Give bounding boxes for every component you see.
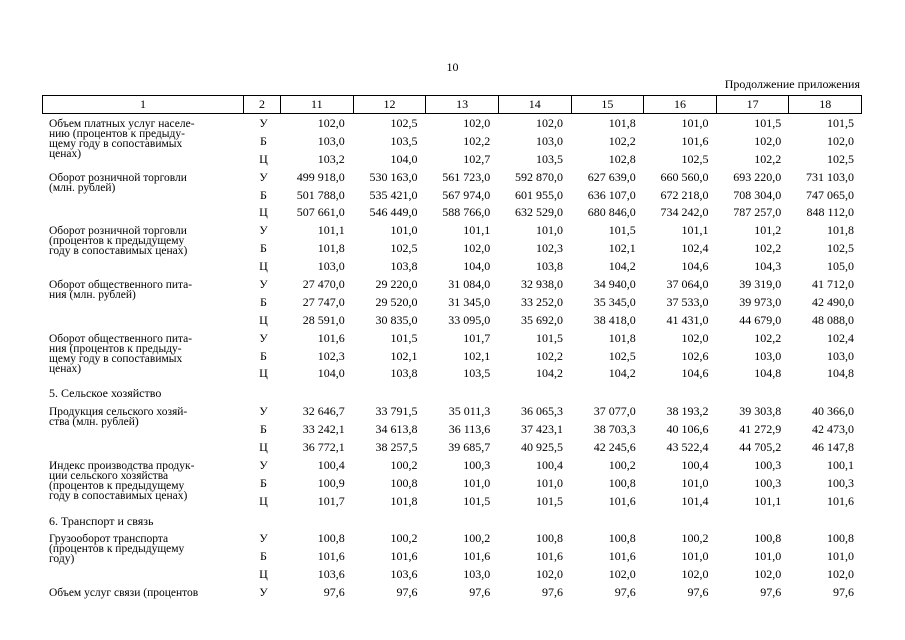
table-row	[42, 278, 862, 296]
continuation-title: Продолжение приложения	[724, 77, 860, 91]
value-cell: 37 423,1	[521, 422, 563, 437]
value-cell: 33 791,5	[375, 404, 418, 419]
value-cell: 41 272,9	[739, 422, 782, 437]
scenario-letter: Б	[260, 475, 267, 490]
value-cell: 592 870,0	[515, 169, 563, 184]
value-cell: 102,2	[608, 133, 636, 148]
value-cell: 104,2	[536, 366, 563, 381]
value-cell: 39 685,7	[448, 440, 491, 455]
value-cell: 660 560,0	[660, 169, 709, 184]
value-cell: 33 095,0	[448, 312, 491, 327]
value-cell: 40 106,6	[666, 422, 709, 437]
value-cell: 104,6	[681, 366, 709, 381]
value-cell: 101,5	[754, 116, 782, 130]
value-cell: 41 712,0	[812, 277, 854, 292]
value-cell: 97,6	[542, 585, 563, 600]
value-cell: 101,0	[536, 475, 563, 490]
indicator-label: Оборот розничной торговли (млн. рублей)	[49, 171, 187, 194]
value-cell: 102,1	[608, 241, 636, 256]
value-cell: 102,0	[681, 567, 709, 582]
value-cell: 101,8	[608, 330, 636, 345]
value-cell: 37 077,0	[593, 404, 636, 419]
value-cell: 101,8	[608, 116, 636, 130]
table-row	[42, 532, 862, 550]
value-cell: 546 449,0	[369, 205, 418, 220]
value-cell: 35 345,0	[593, 294, 636, 309]
page-number: 10	[446, 60, 459, 74]
value-cell: 101,5	[608, 223, 636, 238]
value-cell: 103,5	[463, 366, 491, 381]
value-cell: 561 723,0	[442, 169, 491, 184]
value-cell: 97,6	[833, 585, 854, 600]
value-cell: 39 303,8	[739, 404, 782, 419]
value-cell: 34 940,0	[593, 277, 636, 292]
value-cell: 101,6	[536, 549, 563, 564]
value-cell: 42 473,0	[812, 422, 854, 437]
value-cell: 100,8	[536, 531, 563, 546]
scenario-letter: У	[259, 404, 268, 419]
indicator-label: Объем услуг связи (процентов	[49, 587, 199, 600]
scenario-letter: У	[259, 169, 268, 184]
value-cell: 101,6	[390, 549, 418, 564]
value-cell: 100,8	[608, 531, 636, 546]
value-cell: 102,0	[536, 116, 563, 130]
column-header: 14	[498, 96, 571, 114]
table-row	[42, 332, 862, 350]
value-cell: 37 533,0	[666, 294, 709, 309]
value-cell: 27 747,0	[302, 294, 345, 309]
table-row	[42, 586, 862, 606]
value-cell: 35 692,0	[521, 312, 563, 327]
value-cell: 101,6	[317, 549, 345, 564]
value-cell: 100,2	[463, 531, 491, 546]
value-cell: 102,4	[681, 241, 709, 256]
scenario-letter: Ц	[259, 440, 268, 455]
value-cell: 103,5	[390, 133, 418, 148]
scenario-letter: Б	[260, 187, 267, 202]
column-header: 17	[716, 96, 789, 114]
value-cell: 44 705,2	[739, 440, 782, 455]
value-cell: 38 257,5	[375, 440, 418, 455]
scenario-letter: Б	[260, 348, 267, 363]
value-cell: 28 591,0	[302, 312, 345, 327]
value-cell: 100,4	[317, 457, 345, 472]
indicator-label: Грузооборот транспорта (процентов к предыдущему году)	[49, 533, 185, 566]
value-cell: 104,0	[390, 151, 418, 166]
value-cell: 100,3	[754, 457, 782, 472]
value-cell: 103,0	[317, 133, 345, 148]
value-cell: 36 772,1	[302, 440, 345, 455]
value-cell: 100,8	[827, 531, 854, 546]
value-cell: 37 064,0	[666, 277, 709, 292]
value-cell: 42 490,0	[812, 294, 854, 309]
value-cell: 747 065,0	[806, 187, 854, 202]
value-cell: 103,6	[390, 567, 418, 582]
value-cell: 31 345,0	[448, 294, 491, 309]
value-cell: 103,0	[536, 133, 563, 148]
scenario-letter: У	[259, 223, 268, 238]
indicator-label: Объем платных услуг населе- нию (процентов к предыду- щему году в сопоставимых ценах)	[49, 118, 195, 160]
value-cell: 102,2	[754, 330, 782, 345]
value-cell: 101,0	[827, 549, 854, 564]
indicator-label: Оборот общественного пита- ния (процентов к предыду- щему году в сопоставимых ценах)	[49, 332, 193, 375]
value-cell: 103,8	[536, 259, 563, 274]
value-cell: 27 470,0	[302, 277, 345, 292]
value-cell: 100,3	[463, 457, 491, 472]
scenario-letter: Ц	[259, 312, 268, 327]
value-cell: 100,2	[390, 457, 418, 472]
value-cell: 101,0	[754, 549, 782, 564]
value-cell: 101,5	[536, 493, 563, 508]
value-cell: 102,5	[827, 241, 854, 256]
value-cell: 102,0	[463, 116, 491, 130]
value-cell: 101,1	[317, 223, 345, 238]
scenario-letter: Ц	[259, 151, 268, 166]
value-cell: 101,1	[681, 223, 709, 238]
value-cell: 101,5	[536, 330, 563, 345]
value-cell: 103,5	[536, 151, 563, 166]
value-cell: 102,0	[608, 567, 636, 582]
indicator-label: Продукция сельского хозяй- ства (млн. рублей)	[49, 406, 188, 429]
section-heading-row	[42, 513, 862, 533]
value-cell: 101,0	[463, 475, 491, 490]
value-cell: 102,0	[754, 133, 782, 148]
value-cell: 43 522,4	[666, 440, 709, 455]
value-cell: 97,6	[396, 585, 418, 600]
value-cell: 708 304,0	[733, 187, 782, 202]
value-cell: 102,3	[536, 241, 563, 256]
value-cell: 101,5	[827, 116, 854, 130]
value-cell: 103,8	[390, 259, 418, 274]
value-cell: 33 242,1	[302, 422, 345, 437]
value-cell: 102,2	[754, 241, 782, 256]
value-cell: 33 252,0	[521, 294, 563, 309]
value-cell: 101,5	[463, 493, 491, 508]
value-cell: 103,8	[390, 366, 418, 381]
scenario-letter: Б	[260, 422, 267, 437]
value-cell: 102,0	[317, 116, 345, 130]
value-cell: 100,2	[608, 457, 636, 472]
value-cell: 42 245,6	[593, 440, 636, 455]
value-cell: 102,4	[827, 330, 854, 345]
value-cell: 101,0	[681, 475, 709, 490]
value-cell: 29 520,0	[375, 294, 418, 309]
value-cell: 104,2	[608, 366, 636, 381]
value-cell: 103,0	[754, 348, 782, 363]
value-cell: 102,0	[463, 241, 491, 256]
value-cell: 102,0	[681, 330, 709, 345]
table-row	[42, 171, 862, 189]
value-cell: 101,6	[463, 549, 491, 564]
scenario-letter: У	[259, 585, 268, 600]
value-cell: 627 639,0	[587, 169, 636, 184]
value-cell: 104,8	[754, 366, 782, 381]
value-cell: 48 088,0	[812, 312, 854, 327]
value-cell: 41 431,0	[666, 312, 709, 327]
value-cell: 104,0	[463, 259, 491, 274]
column-header: 13	[426, 96, 499, 114]
value-cell: 32 938,0	[521, 277, 563, 292]
value-cell: 102,5	[827, 151, 854, 166]
value-cell: 680 846,0	[587, 205, 636, 220]
column-header-table	[42, 95, 862, 114]
value-cell: 101,1	[754, 493, 782, 508]
value-cell: 38 703,3	[593, 422, 636, 437]
value-cell: 101,6	[681, 133, 709, 148]
value-cell: 103,0	[463, 567, 491, 582]
value-cell: 38 193,2	[666, 404, 709, 419]
value-cell: 97,6	[469, 585, 491, 600]
value-cell: 101,8	[827, 223, 854, 238]
value-cell: 102,1	[390, 348, 418, 363]
value-cell: 588 766,0	[442, 205, 491, 220]
value-cell: 29 220,0	[375, 277, 418, 292]
value-cell: 100,1	[827, 457, 854, 472]
value-cell: 102,0	[827, 567, 854, 582]
scenario-letter: Ц	[259, 259, 268, 274]
scenario-letter: Б	[260, 549, 267, 564]
value-cell: 102,5	[390, 116, 418, 130]
value-cell: 101,8	[390, 493, 418, 508]
value-cell: 101,4	[681, 493, 709, 508]
value-cell: 100,4	[536, 457, 563, 472]
value-cell: 102,5	[681, 151, 709, 166]
value-cell: 101,6	[827, 493, 854, 508]
scenario-letter: У	[259, 277, 268, 292]
value-cell: 102,0	[754, 567, 782, 582]
value-cell: 35 011,3	[448, 404, 491, 419]
value-cell: 104,0	[317, 366, 345, 381]
scenario-letter: У	[259, 457, 268, 472]
value-cell: 101,1	[463, 223, 491, 238]
value-cell: 103,6	[317, 567, 345, 582]
value-cell: 100,8	[754, 531, 782, 546]
value-cell: 102,2	[754, 151, 782, 166]
value-cell: 530 163,0	[369, 169, 418, 184]
value-cell: 97,6	[614, 585, 636, 600]
value-cell: 39 973,0	[739, 294, 782, 309]
column-header: 1	[43, 96, 244, 114]
value-cell: 101,0	[536, 223, 563, 238]
value-cell: 100,4	[681, 457, 709, 472]
value-cell: 40 925,5	[521, 440, 563, 455]
value-cell: 100,3	[827, 475, 854, 490]
column-header-row	[43, 96, 862, 114]
value-cell: 97,6	[323, 585, 345, 600]
value-cell: 101,0	[390, 223, 418, 238]
value-cell: 101,7	[463, 330, 491, 345]
value-cell: 40 366,0	[812, 404, 854, 419]
value-cell: 100,8	[390, 475, 418, 490]
value-cell: 100,9	[317, 475, 345, 490]
value-cell: 734 242,0	[660, 205, 709, 220]
value-cell: 102,5	[390, 241, 418, 256]
value-cell: 601 955,0	[515, 187, 563, 202]
value-cell: 101,6	[608, 493, 636, 508]
scenario-letter: У	[259, 116, 268, 130]
value-cell: 102,0	[827, 133, 854, 148]
indicator-label: Оборот розничной торговли (процентов к предыдущему году в сопоставимых ценах)	[49, 225, 188, 258]
column-header: 15	[571, 96, 644, 114]
column-header: 11	[281, 96, 354, 114]
value-cell: 104,8	[827, 366, 854, 381]
value-cell: 36 113,6	[448, 422, 491, 437]
value-cell: 102,0	[536, 567, 563, 582]
value-cell: 103,0	[317, 259, 345, 274]
value-cell: 567 974,0	[442, 187, 491, 202]
data-table	[42, 117, 862, 606]
value-cell: 100,2	[681, 531, 709, 546]
column-header: 2	[244, 96, 281, 114]
value-cell: 632 529,0	[515, 205, 563, 220]
value-cell: 101,6	[608, 549, 636, 564]
value-cell: 101,2	[754, 223, 782, 238]
section-heading: 6. Транспорт и связь	[49, 513, 154, 528]
value-cell: 102,6	[681, 348, 709, 363]
value-cell: 105,0	[827, 259, 854, 274]
value-cell: 32 646,7	[302, 404, 345, 419]
value-cell: 97,6	[760, 585, 782, 600]
value-cell: 38 418,0	[593, 312, 636, 327]
value-cell: 36 065,3	[521, 404, 563, 419]
table-row	[42, 405, 862, 423]
value-cell: 46 147,8	[812, 440, 854, 455]
value-cell: 501 788,0	[296, 187, 345, 202]
value-cell: 535 421,0	[369, 187, 418, 202]
value-cell: 101,5	[390, 330, 418, 345]
value-cell: 101,7	[317, 493, 345, 508]
scenario-letter: Б	[260, 133, 267, 148]
value-cell: 693 220,0	[733, 169, 782, 184]
indicator-label: Индекс производства продук- ции сельского хозяйства (процентов к предыдущему году в сопоставимых ценах)	[49, 459, 195, 502]
value-cell: 507 661,0	[296, 205, 345, 220]
scenario-letter: Ц	[259, 205, 268, 220]
table-row	[42, 459, 862, 477]
value-cell: 30 835,0	[375, 312, 418, 327]
section-heading-row	[42, 385, 862, 405]
value-cell: 34 613,8	[375, 422, 418, 437]
value-cell: 103,0	[827, 348, 854, 363]
value-cell: 102,5	[608, 348, 636, 363]
column-header: 16	[644, 96, 717, 114]
section-heading: 5. Сельское хозяйство	[49, 386, 162, 401]
value-cell: 731 103,0	[806, 169, 854, 184]
value-cell: 31 084,0	[448, 277, 491, 292]
value-cell: 102,2	[536, 348, 563, 363]
column-header: 18	[789, 96, 862, 114]
value-cell: 102,1	[463, 348, 491, 363]
value-cell: 104,2	[608, 259, 636, 274]
value-cell: 39 319,0	[739, 277, 782, 292]
value-cell: 102,3	[317, 348, 345, 363]
scenario-letter: Б	[260, 294, 267, 309]
value-cell: 636 107,0	[587, 187, 636, 202]
value-cell: 104,3	[754, 259, 782, 274]
table-row	[42, 224, 862, 242]
value-cell: 672 218,0	[660, 187, 709, 202]
scenario-letter: Ц	[259, 366, 268, 381]
value-cell: 103,2	[317, 151, 345, 166]
scenario-letter: Ц	[259, 567, 268, 582]
value-cell: 97,6	[687, 585, 709, 600]
table-row	[42, 117, 862, 135]
value-cell: 100,2	[390, 531, 418, 546]
value-cell: 100,8	[608, 475, 636, 490]
value-cell: 101,0	[681, 116, 709, 130]
value-cell: 499 918,0	[296, 169, 345, 184]
value-cell: 102,8	[608, 151, 636, 166]
scenario-letter: У	[259, 531, 268, 546]
value-cell: 100,8	[317, 531, 345, 546]
value-cell: 848 112,0	[806, 205, 854, 220]
value-cell: 101,6	[317, 330, 345, 345]
value-cell: 104,6	[681, 259, 709, 274]
scenario-letter: Б	[260, 241, 267, 256]
value-cell: 101,0	[681, 549, 709, 564]
value-cell: 102,2	[463, 133, 491, 148]
value-cell: 100,3	[754, 475, 782, 490]
column-header: 12	[353, 96, 426, 114]
indicator-label: Оборот общественного пита- ния (млн. рублей)	[49, 279, 193, 302]
scenario-letter: У	[259, 330, 268, 345]
value-cell: 102,7	[463, 151, 491, 166]
value-cell: 787 257,0	[733, 205, 782, 220]
value-cell: 101,8	[317, 241, 345, 256]
scenario-letter: Ц	[259, 493, 268, 508]
value-cell: 44 679,0	[739, 312, 782, 327]
